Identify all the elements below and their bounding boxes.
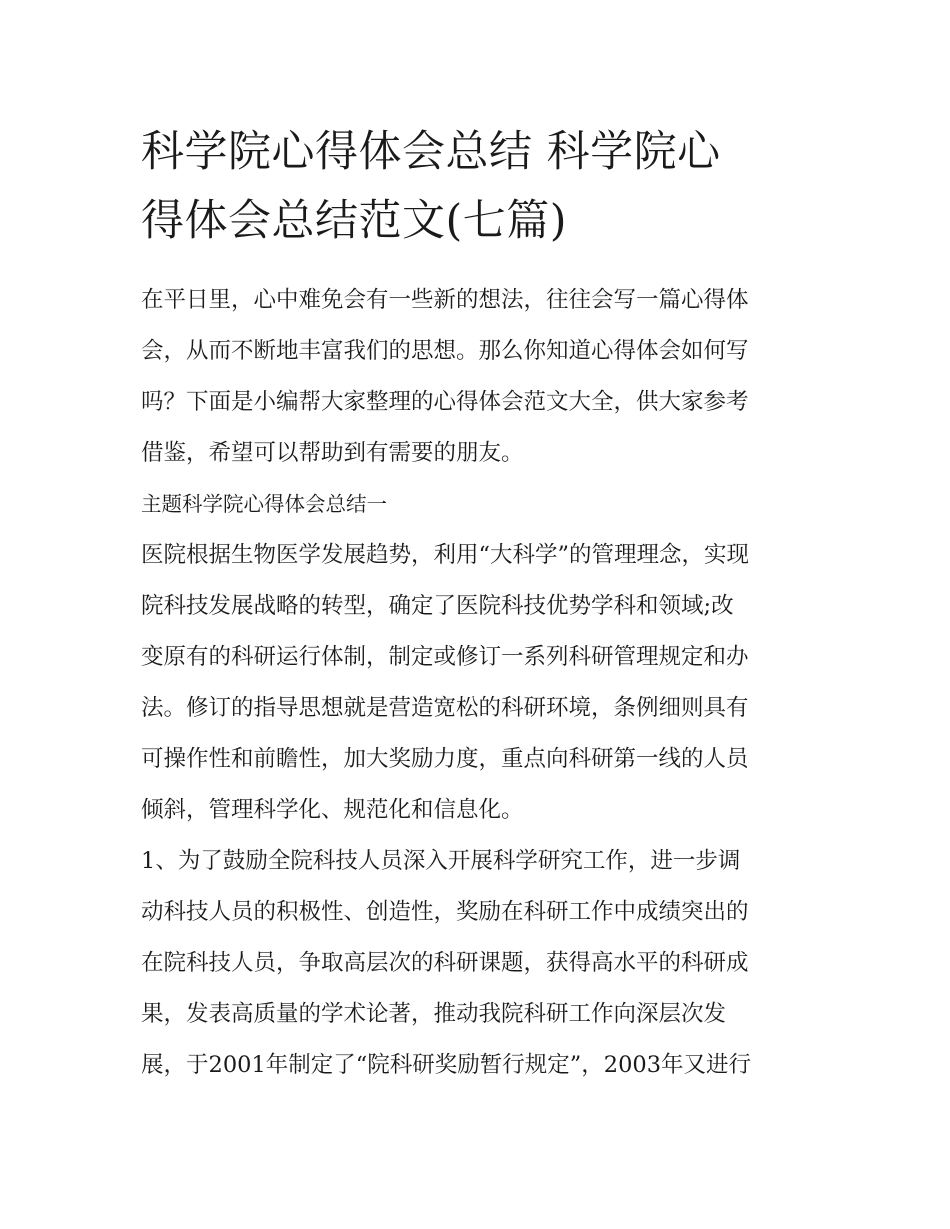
body-paragraph-2 [141,836,813,1091]
text-line: 可操作性和前瞻性，加大奖励力度，重点向科研第一线的人员 [141,746,749,772]
text-line: 果，发表高质量的学术论著，推动我院科研工作向深层次发 [141,1001,727,1027]
section-heading-text: 主题科学院心得体会总结一 [141,492,387,516]
title-line: 科学院心得体会总结 科学院心 [141,127,721,177]
text-line: 吗？下面是小编帮大家整理的心得体会范文大全，供大家参考 [141,389,749,415]
text-line: 医院根据生物医学发展趋势，利用“大科学”的管理理念，实现 [141,542,750,568]
text-line: 倾斜，管理科学化、规范化和信息化。 [141,797,524,823]
text-line: 展，于2001年制定了“院科研奖励暂行规定”，2003年又进行 [141,1052,752,1078]
document-page [141,118,813,1091]
text-line: 在平日里，心中难免会有一些新的想法，往往会写一篇心得体 [141,287,749,313]
document-title [141,118,813,256]
section-heading [141,479,813,530]
text-line: 会，从而不断地丰富我们的思想。那么你知道心得体会如何写 [141,338,749,364]
title-line: 得体会总结范文(七篇) [141,196,568,246]
text-line: 动科技人员的积极性、创造性，奖励在科研工作中成绩突出的 [141,899,749,925]
body-paragraph-1 [141,530,813,836]
text-line: 1、为了鼓励全院科技人员深入开展科学研究工作，进一步调 [141,848,741,874]
text-line: 借鉴，希望可以帮助到有需要的朋友。 [141,440,524,466]
text-line: 变原有的科研运行体制，制定或修订一系列科研管理规定和办 [141,644,749,670]
intro-paragraph [141,275,813,479]
text-line: 院科技发展战略的转型，确定了医院科技优势学科和领域;改 [141,593,734,619]
text-line: 法。修订的指导思想就是营造宽松的科研环境，条例细则具有 [141,695,749,721]
text-line: 在院科技人员，争取高层次的科研课题，获得高水平的科研成 [141,950,749,976]
